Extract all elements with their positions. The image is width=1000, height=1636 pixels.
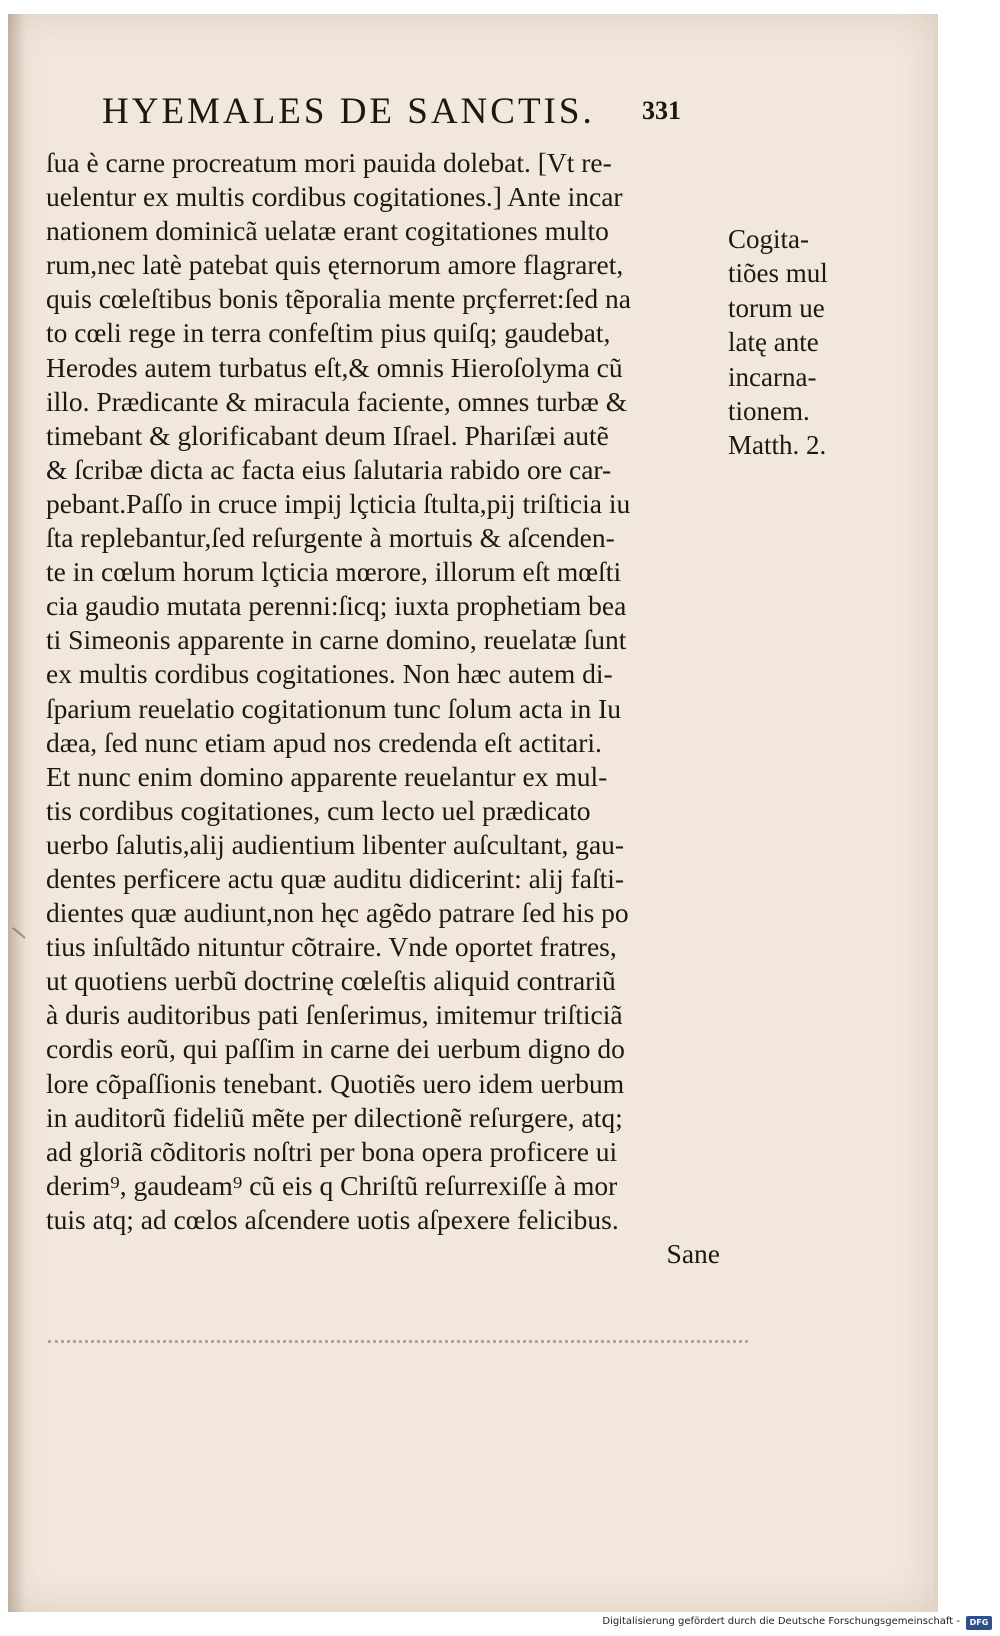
text-line: ex multis cordibus cogitationes. Non hæc autem di-: [46, 658, 613, 690]
page-gutter-shadow: [8, 14, 26, 1612]
dotted-rule: [48, 1340, 748, 1343]
text-line: derim⁹, gaudeam⁹ cũ eis q Chriſtũ reſurrexiſſe à mor: [46, 1169, 618, 1201]
text-line: uerbo ſalutis,alij audientium libenter auſcultant, gau-: [46, 828, 625, 860]
text-line: dientes quæ audiunt,non hęc agẽdo patrare ſed his po: [46, 897, 629, 929]
marginal-note: [728, 222, 898, 463]
text-line: to cœli rege in terra confeſtim pius quiſq; gaudebat,: [46, 317, 611, 349]
catchword: Sane: [666, 1238, 720, 1269]
text-line: nationem dominicã uelatæ erant cogitationes multo: [46, 215, 609, 247]
text-line: & ſcribæ dicta ac facta eius ſalutaria rabido ore car-: [46, 453, 612, 485]
text-line: timebant & glorificabant deum Iſrael. Phariſæi autẽ: [46, 419, 609, 451]
marginal-note-line: Cogita-: [728, 224, 809, 254]
page-header: [102, 90, 702, 140]
text-line: uelentur ex multis cordibus cogitationes.] Ante incar: [46, 181, 623, 213]
text-line: ut quotiens uerbũ doctrinę cœleſtis aliquid contrariũ: [46, 965, 616, 997]
running-head: HYEMALES DE SANCTIS.: [102, 91, 595, 132]
text-line: Herodes autem turbatus eſt,& omnis Hieroſolyma cũ: [46, 351, 623, 383]
dfg-logo: DFG: [966, 1616, 992, 1630]
text-line: quis cœleſtibus bonis tẽporalia mente prçferret:ſed na: [46, 283, 631, 315]
text-line: ſua è carne procreatum mori pauida dolebat. [Vt re-: [46, 147, 612, 178]
text-line: ti Simeonis apparente in carne domino, reuelatæ ſunt: [46, 624, 627, 656]
text-line: cia gaudio mutata perenni:ſicq; iuxta prophetiam bea: [46, 590, 627, 622]
text-line: pebant.Paſſo in cruce impij lçticia ſtulta,pij triſticia iu: [46, 487, 631, 519]
footer-credit: Digitalisierung gefördert durch die Deutsche Forschungsgemeinschaft -: [602, 1616, 960, 1627]
text-line: dæa, ſed nunc etiam apud nos credenda eſt actitari.: [46, 726, 602, 758]
text-line: te in cœlum horum lçticia mœrore, illorum eſt mœſti: [46, 556, 622, 588]
text-line: ſta replebantur,ſed reſurgente à mortuis & aſcenden-: [46, 522, 615, 554]
text-line: rum,nec latè patebat quis ęternorum amore flagraret,: [46, 249, 624, 281]
page-number: 331: [642, 96, 681, 125]
digitization-footer: [0, 1612, 1000, 1636]
marginal-note-line: torum ue: [728, 292, 825, 323]
text-line: ſparium reuelatio cogitationum tunc ſolum acta in Iu: [46, 692, 622, 724]
text-line: cordis eorũ, qui paſſim in carne dei uerbum digno do: [46, 1033, 625, 1065]
text-line: in auditorũ fideliũ mẽte per dilectionẽ reſurgere, atq;: [46, 1101, 623, 1133]
marginal-note-line: Matth. 2.: [728, 430, 827, 461]
marginal-note-line: incarna-: [728, 361, 817, 392]
book-page: [8, 14, 938, 1612]
main-text-block: [46, 146, 726, 1271]
marginal-note-line: tionem.: [728, 395, 810, 426]
text-line: dentes perficere actu quæ auditu didicerint: alij faſti-: [46, 862, 625, 894]
marginal-note-line: tiões mul: [728, 258, 828, 289]
text-line: ad gloriã cõditoris noſtri per bona opera proficere ui: [46, 1135, 618, 1167]
text-line: tius inſultãdo nituntur cõtraire. Vnde oportet fratres,: [46, 931, 617, 963]
text-line: à duris auditoribus pati ſenſerimus, imitemur triſticiã: [46, 999, 623, 1031]
text-line: tis cordibus cogitationes, cum lecto uel prædicato: [46, 794, 591, 826]
text-line: illo. Prædicante & miracula faciente, omnes turbæ &: [46, 385, 628, 417]
text-line: Et nunc enim domino apparente reuelantur ex mul-: [46, 760, 608, 792]
text-line: tuis atq; ad cœlos aſcendere uotis aſpexere felicibus.: [46, 1203, 619, 1235]
marginal-note-line: latę ante: [728, 327, 819, 358]
text-line: lore cõpaſſionis tenebant. Quotiẽs uero idem uerbum: [46, 1067, 625, 1099]
